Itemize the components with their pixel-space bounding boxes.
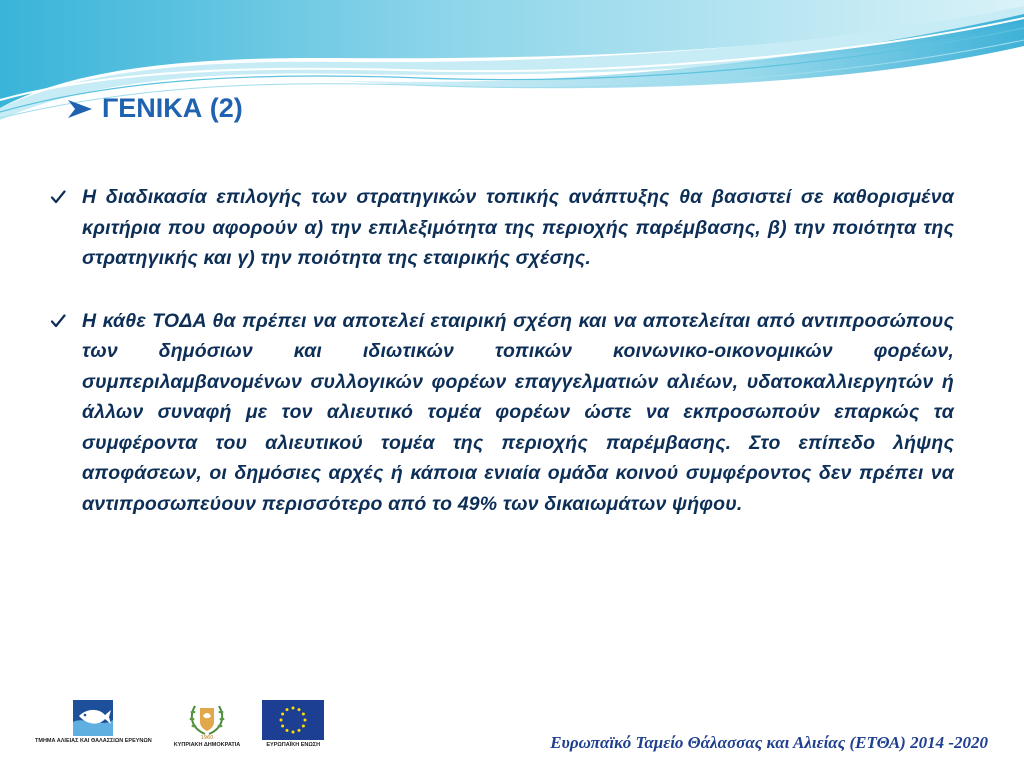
- logo-caption: ΤΜΗΜΑ ΑΛΙΕΙΑΣ ΚΑΙ ΘΑΛΑΣΣΙΩΝ ΕΡΕΥΝΩΝ: [35, 738, 152, 744]
- logo-caption: ΕΥΡΩΠΑΪΚΗ ΕΝΩΣΗ: [266, 742, 321, 748]
- eu-flag-logo: [262, 700, 324, 748]
- cyprus-emblem-logo: [174, 700, 240, 748]
- checkmark-icon: [50, 189, 66, 205]
- logo-bar: [35, 700, 324, 748]
- logo-caption: ΚΥΠΡΙΑΚΗ ΔΗΜΟΚΡΑΤΙΑ: [173, 742, 241, 748]
- bullet-list: [50, 182, 954, 551]
- svg-text:1960: 1960: [200, 735, 214, 740]
- fisheries-department-logo: [35, 700, 152, 744]
- fish-emblem-icon: [73, 700, 113, 736]
- bullet-text: Η κάθε ΤΟΔΑ θα πρέπει να αποτελεί εταιρική σχέση και να αποτελείται από αντιπροσώπους των δημόσιων και ιδιωτικών τοπικών κοινωνικο-οικονομικών φορέων, συμπεριλαμβανομένων συλλογικών φορέων επαγγελματιών αλιέων, υδατοκαλλιεργητών ή άλλων συναφή με τον αλιευτικό τομέα φορέων ώστε να εκπροσωπούν επαρκώς τα συμφέροντα του αλιευτικού τομέα της περιοχής παρέμβασης. Στο επίπεδο λήψης αποφάσεων, οι δημόσιες αρχές ή κάποια ενιαία ομάδα κοινού συμφέροντος δεν πρέπει να αντιπροσωπεύουν περισσότερο από το 49% των δικαιωμάτων ψήφου.: [82, 309, 954, 515]
- footer-text: Ευρωπαϊκό Ταμείο Θάλασσας και Αλιείας (ΕΤΘΑ) 2014 -2020: [550, 733, 988, 752]
- slide-title-text: ΓΕΝΙΚΑ (2): [102, 93, 243, 123]
- eu-flag-icon: [262, 700, 324, 740]
- arrow-bullet-icon: [68, 98, 92, 120]
- bullet-item: [50, 182, 954, 274]
- bullet-text: Η διαδικασία επιλογής των στρατηγικών τοπικής ανάπτυξης θα βασιστεί σε καθορισμένα κριτήρια που αφορούν α) την επιλεξιμότητα της περιοχής παρέμβασης, β) την ποιότητα της στρατηγικής και γ) την ποιότητα της εταιρικής σχέσης.: [82, 186, 954, 269]
- checkmark-icon: [50, 313, 66, 329]
- bullet-item: [50, 306, 954, 520]
- cyprus-dove-emblem-icon: [185, 700, 229, 740]
- slide-title: [68, 93, 243, 124]
